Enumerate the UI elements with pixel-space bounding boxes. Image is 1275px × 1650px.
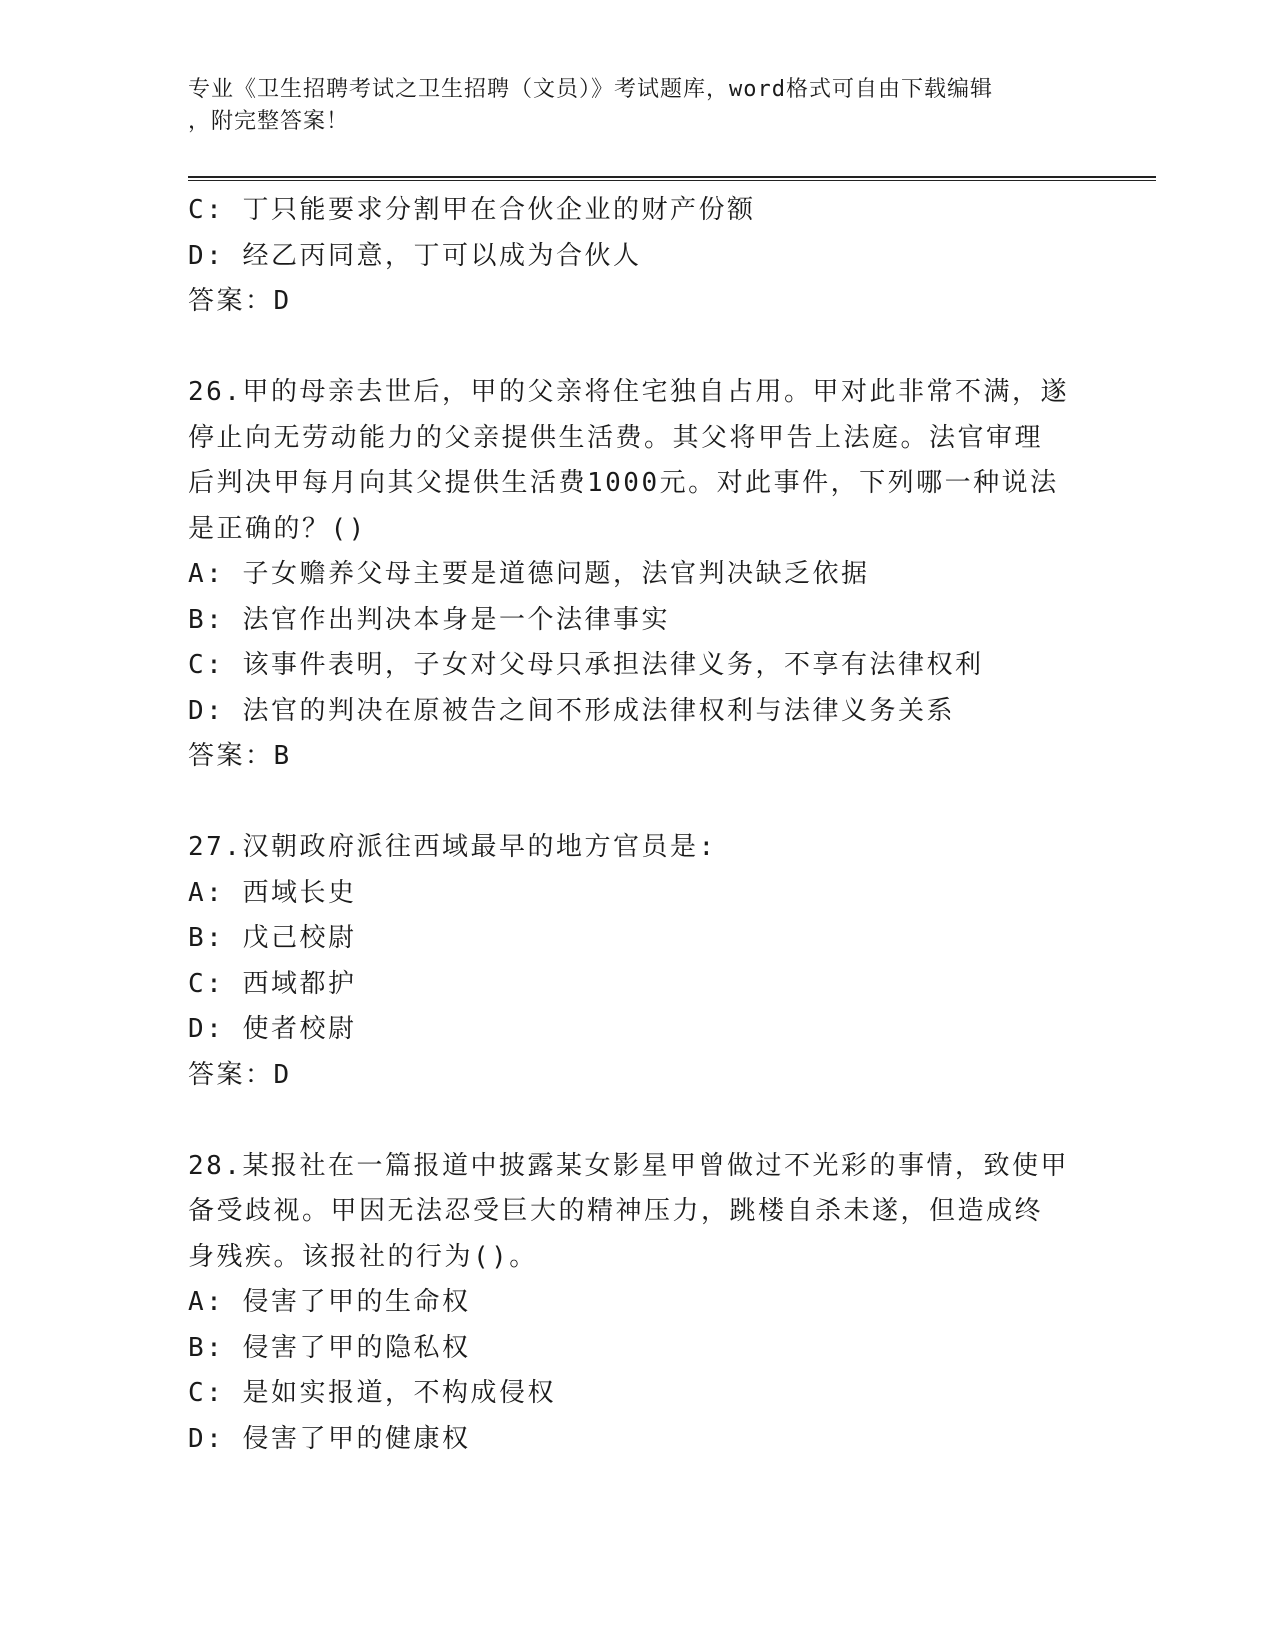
header-line-1: 专业《卫生招聘考试之卫生招聘（文员）》考试题库，word格式可自由下载编辑 — [188, 77, 993, 102]
option-a: A: 西域长史 — [188, 877, 357, 908]
prev-question-block — [188, 188, 1088, 325]
question-stem-line: 身残疾。该报社的行为()。 — [188, 1241, 538, 1272]
question-28 — [188, 1144, 1088, 1463]
option-c: C: 西域都护 — [188, 968, 357, 999]
option-c: C: 丁只能要求分割甲在合伙企业的财产份额 — [188, 195, 756, 225]
option-d: D: 使者校尉 — [188, 1014, 357, 1044]
option-a: A: 子女赡养父母主要是道德问题，法官判决缺乏依据 — [188, 559, 870, 589]
question-content — [188, 188, 1088, 1462]
option-a: A: 侵害了甲的生命权 — [188, 1287, 471, 1317]
option-d: D: 法官的判决在原被告之间不形成法律权利与法律义务关系 — [188, 695, 955, 726]
question-stem-line: 26.甲的母亲去世后，甲的父亲将住宅独自占用。甲对此非常不满，遂 — [188, 377, 1069, 407]
header-rule — [188, 176, 1156, 181]
question-stem-line: 27.汉朝政府派往西域最早的地方官员是: — [188, 832, 717, 862]
option-c: C: 该事件表明，子女对父母只承担法律义务，不享有法律权利 — [188, 650, 984, 680]
answer-line: 答案：B — [188, 741, 292, 771]
option-d: D: 经乙丙同意，丁可以成为合伙人 — [188, 240, 642, 271]
option-b: B: 戊己校尉 — [188, 923, 357, 953]
question-stem-line: 备受歧视。甲因无法忍受巨大的精神压力，跳楼自杀未遂，但造成终 — [188, 1196, 1044, 1226]
question-stem-line: 后判决甲每月向其父提供生活费1000元。对此事件，下列哪一种说法 — [188, 468, 1059, 498]
option-c: C: 是如实报道，不构成侵权 — [188, 1378, 556, 1408]
question-stem-line: 28.某报社在一篇报道中披露某女影星甲曾做过不光彩的事情，致使甲 — [188, 1150, 1069, 1181]
option-d: D: 侵害了甲的健康权 — [188, 1423, 471, 1454]
answer-line: 答案：D — [188, 286, 292, 316]
question-stem-line: 停止向无劳动能力的父亲提供生活费。其父将甲告上法庭。法官审理 — [188, 422, 1044, 453]
spacer — [188, 325, 1088, 371]
answer-line: 答案：D — [188, 1059, 292, 1090]
question-26 — [188, 370, 1088, 780]
question-stem-line: 是正确的？() — [188, 513, 367, 544]
spacer — [188, 780, 1088, 826]
option-b: B: 侵害了甲的隐私权 — [188, 1332, 471, 1363]
header-line-2: ，附完整答案！ — [188, 109, 350, 134]
page-header — [188, 74, 1068, 138]
spacer — [188, 1098, 1088, 1144]
option-b: B: 法官作出判决本身是一个法律事实 — [188, 604, 670, 635]
question-27 — [188, 825, 1088, 1098]
